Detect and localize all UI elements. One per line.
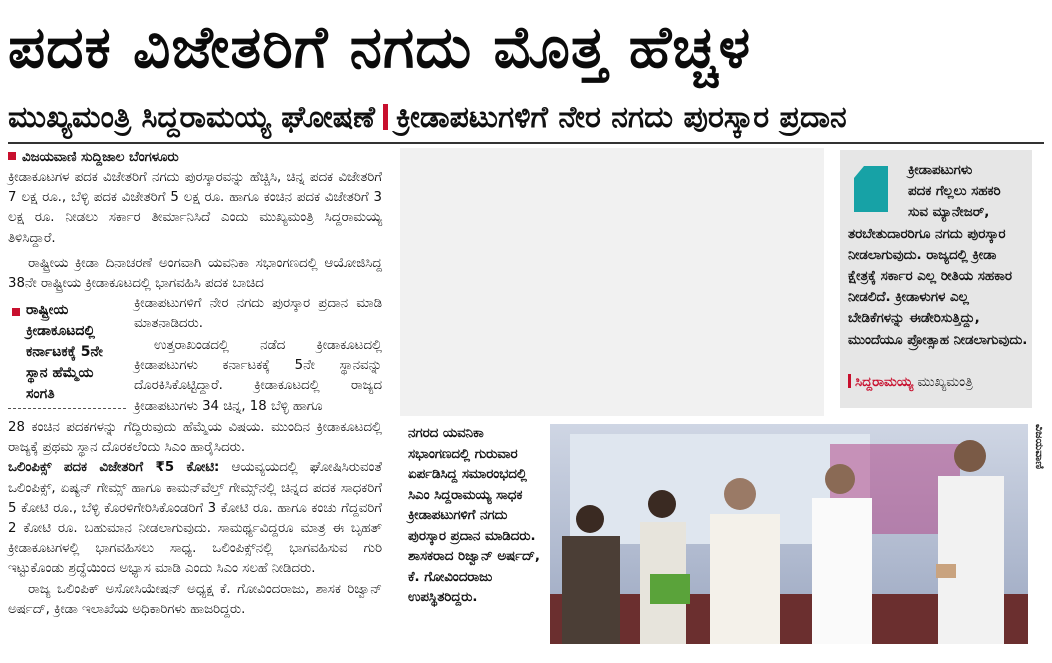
article-paragraph-5b (8, 458, 382, 579)
attribution-bar (848, 374, 851, 388)
highlight-box (8, 300, 126, 409)
quote-line-1: ಕ್ರೀಡಾಪಟುಗಳು (908, 163, 973, 178)
event-photo (550, 424, 1028, 644)
article-paragraph-3: ಕ್ರೀಡಾಪಟುಗಳಿಗೆ ನೇರ ನಗದು ಪುರಸ್ಕಾರ ಪ್ರದಾನ ಮಾಡಿ ಮಾತನಾಡಿದರು. (134, 296, 382, 332)
quote-role: ಮುಖ್ಯಮಂತ್ರಿ (913, 374, 973, 390)
byline-text: ವಿಜಯವಾಣಿ ಸುದ್ದಿಜಾಲ ಬೆಂಗಳೂರು (22, 150, 179, 165)
ad-space (400, 148, 824, 416)
quote-attribution (848, 374, 973, 390)
quote-body: ತರಬೇತುದಾರರಿಗೂ ನಗದು ಪುರಸ್ಕಾರ ನೀಡಲಾಗುವುದು. ರಾಜ್ಯದಲ್ಲಿ ಕ್ರೀಡಾ ಕ್ಷೇತ್ರಕ್ಕೆ ಸರ್ಕಾರ ಎಲ್ಲ ರೀತಿಯ ಸಹಕಾರ ನೀಡಲಿದೆ. ಕ್ರೀಡಾಳುಗಳ ಎಲ್ಲ ಬೇಡಿಕೆಗಳನ್ನು ಈಡೇರಿಸುತ್ತಿದ್ದು, ಮುಂದೆಯೂ ಪ್ರೋತ್ಸಾಹ ನೀಡಲಾಗುವುದು. (848, 226, 1028, 348)
highlight-text: ರಾಷ್ಟ್ರೀಯ ಕ್ರೀಡಾಕೂಟದಲ್ಲಿ ಕರ್ನಾಟಕಕ್ಕೆ 5ನೇ ಸ್ಥಾನ ಹೆಮ್ಮೆಯ ಸಂಗತಿ (26, 302, 103, 402)
article-paragraph-5 (8, 418, 382, 620)
article-paragraph-6: ರಾಜ್ಯ ಒಲಿಂಪಿಕ್ ಅಸೋಸಿಯೇಷನ್ ಅಧ್ಯಕ್ಷ ಕೆ. ಗೋವಿಂದರಾಜು, ಶಾಸಕ ರಿಜ್ವಾನ್ ಅರ್ಷದ್, ಕ್ರೀಡಾ ಇಲಾಖೆಯ ಅಧಿಕಾರಿಗಳು ಹಾಜರಿದ್ದರು. (8, 581, 382, 617)
header-rule (8, 142, 1044, 144)
photo-caption: ನಗರದ ಯವನಿಕಾ ಸಭಾಂಗಣದಲ್ಲಿ ಗುರುವಾರ ಏರ್ಪಡಿಸಿದ್ದ ಸಮಾರಂಭದಲ್ಲಿ ಸಿಎಂ ಸಿದ್ದರಾಮಯ್ಯ ಸಾಧಕ ಕ್ರೀಡಾಪಟುಗಳಿಗೆ ನಗದು ಪುರಸ್ಕಾರ ಪ್ರದಾನ ಮಾಡಿದರು. ಶಾಸಕರಾದ ರಿಜ್ವಾನ್ ಅರ್ಷದ್, ಕೆ. ಗೋವಿಂದರಾಜು ಉಪಸ್ಥಿತರಿದ್ದರು. (408, 426, 540, 605)
subhead-right: ಕ್ರೀಡಾಪಟುಗಳಿಗೆ ನೇರ ನಗದು ಪುರಸ್ಕಾರ ಪ್ರದಾನ (395, 100, 847, 135)
article-paragraph-1: ಕ್ರೀಡಾಕೂಟಗಳ ಪದಕ ವಿಜೇತರಿಗೆ ನಗದು ಪುರಸ್ಕಾರವನ್ನು ಹೆಚ್ಚಿಸಿ, ಚಿನ್ನ ಪದಕ ವಿಜೇತರಿಗೆ 7 ಲಕ್ಷ ರೂ., ಬೆಳ್ಳಿ ಪದಕ ವಿಜೇತರಿಗೆ 5 ಲಕ್ಷ ರೂ. ಹಾಗೂ ಕಂಚಿನ ಪದಕ ವಿಜೇತರಿಗೆ 3 ಲಕ್ಷ ರೂ. ನೀಡಲು ಸರ್ಕಾರ ತೀರ್ಮಾನಿಸಿದೆ ಎಂದು ಮುಖ್ಯಮಂತ್ರಿ ಸಿದ್ದರಾಮಯ್ಯ ತಿಳಿಸಿದ್ದಾರೆ. (8, 170, 382, 246)
quote-box (840, 150, 1032, 408)
byline (8, 148, 179, 168)
subhead-left: ಮುಖ್ಯಮಂತ್ರಿ ಸಿದ್ದರಾಮಯ್ಯ ಘೋಷಣೆ (8, 100, 375, 135)
article-paragraph-2: ರಾಷ್ಟ್ರೀಯ ಕ್ರೀಡಾ ದಿನಾಚರಣೆ ಅಂಗವಾಗಿ ಯವನಿಕಾ ಸಭಾಂಗಣದಲ್ಲಿ ಆಯೋಜಿಸಿದ್ದ 38ನೇ ರಾಷ್ಟ್ರೀಯ ಕ್ರೀಡಾಕೂಟದಲ್ಲಿ ಭಾಗವಹಿಸಿ ಪದಕ ಬಾಚಿದ (8, 256, 382, 292)
quote-text (848, 160, 1028, 351)
highlight-marker (12, 308, 20, 316)
headline: ಪದಕ ವಿಜೇತರಿಗೆ ನಗದು ಮೊತ್ತ ಹೆಚ್ಚಳ (8, 13, 752, 81)
article-paragraph-5a: 28 ಕಂಚಿನ ಪದಕಗಳನ್ನು ಗೆದ್ದಿರುವುದು ಹೆಮ್ಮೆಯ ವಿಷಯ. ಮುಂದಿನ ಕ್ರೀಡಾಕೂಟದಲ್ಲಿ ರಾಜ್ಯಕ್ಕೆ ಪ್ರಥಮ ಸ್ಥಾನ ದೊರಕಲೆಂದು ಸಿಎಂ ಹಾರೈಸಿದರು. (8, 420, 382, 456)
photo-credit: ವಿಜಯವಾಣಿ (1033, 424, 1046, 470)
subheadline (8, 96, 1048, 140)
olympics-lead: ಒಲಿಂಪಿಕ್ಸ್ ಪದಕ ವಿಜೇತರಿಗೆ ₹5 ಕೋಟಿ: (8, 460, 220, 476)
quote-speaker: ಸಿದ್ದರಾಮಯ್ಯ (855, 374, 914, 390)
olympics-body: ಆಯವ್ಯಯದಲ್ಲಿ ಘೋಷಿಸಿರುವಂತೆ ಒಲಿಂಪಿಕ್ಸ್, ಏಷ್ಯನ್ ಗೇಮ್ಸ್ ಹಾಗೂ ಕಾಮನ್‌ವೆಲ್ತ್ ಗೇಮ್ಸ್‌ನಲ್ಲಿ ಚಿನ್ನದ ಪದಕ ಸಾಧಕರಿಗೆ 5 ಕೋಟಿ ರೂ., ಬೆಳ್ಳಿ ಕೊರಳಿಗೇರಿಸಿಕೊಂಡರಿಗೆ 3 ಕೋಟಿ ರೂ. ಹಾಗೂ ಕಂಚು ಗೆದ್ದವರಿಗೆ 2 ಕೋಟಿ ರೂ. ಬಹುಮಾನ ನೀಡಲಾಗುವುದು. ಸಾಮರ್ಥ್ಯವಿದ್ದರೂ ಮಾತ್ರ ಈ ಬೃಹತ್ ಕ್ರೀಡಾಕೂಟಗಳಲ್ಲಿ ಭಾಗವಹಿಸಲು ಸಾಧ್ಯ. ಒಲಿಂಪಿಕ್ಸ್‌ನಲ್ಲಿ ಭಾಗವಹಿಸುವ ಗುರಿ ಇಟ್ಟುಕೊಂಡು ಶ್ರದ್ಧೆಯಿಂದ ಅಭ್ಯಾಸ ಮಾಡಿ ಎಂದು ಸಿಎಂ ಸಲಹೆ ನೀಡಿದರು. (8, 460, 382, 577)
subhead-separator (383, 104, 388, 130)
byline-marker (8, 152, 16, 160)
article-paragraph-4: ಉತ್ತರಾಖಂಡದಲ್ಲಿ ನಡೆದ ಕ್ರೀಡಾಕೂಟದಲ್ಲಿ ಕ್ರೀಡಾಪಟುಗಳು ಕರ್ನಾಟಕಕ್ಕೆ 5ನೇ ಸ್ಥಾನವನ್ನು ದೊರಕಿಸಿಕೊಟ್ಟಿದ್ದಾರೆ. ಕ್ರೀಡಾಕೂಟದಲ್ಲಿ ರಾಜ್ಯದ ಕ್ರೀಡಾಪಟುಗಳು 34 ಚಿನ್ನ, 18 ಬೆಳ್ಳಿ ಹಾಗೂ (134, 338, 382, 414)
quote-line-3: ಸುವ ಮ್ಯಾನೇಜರ್, (908, 205, 990, 221)
quote-line-2: ಪದಕ ಗೆಲ್ಲಲು ಸಹಕರಿ (908, 184, 1001, 200)
